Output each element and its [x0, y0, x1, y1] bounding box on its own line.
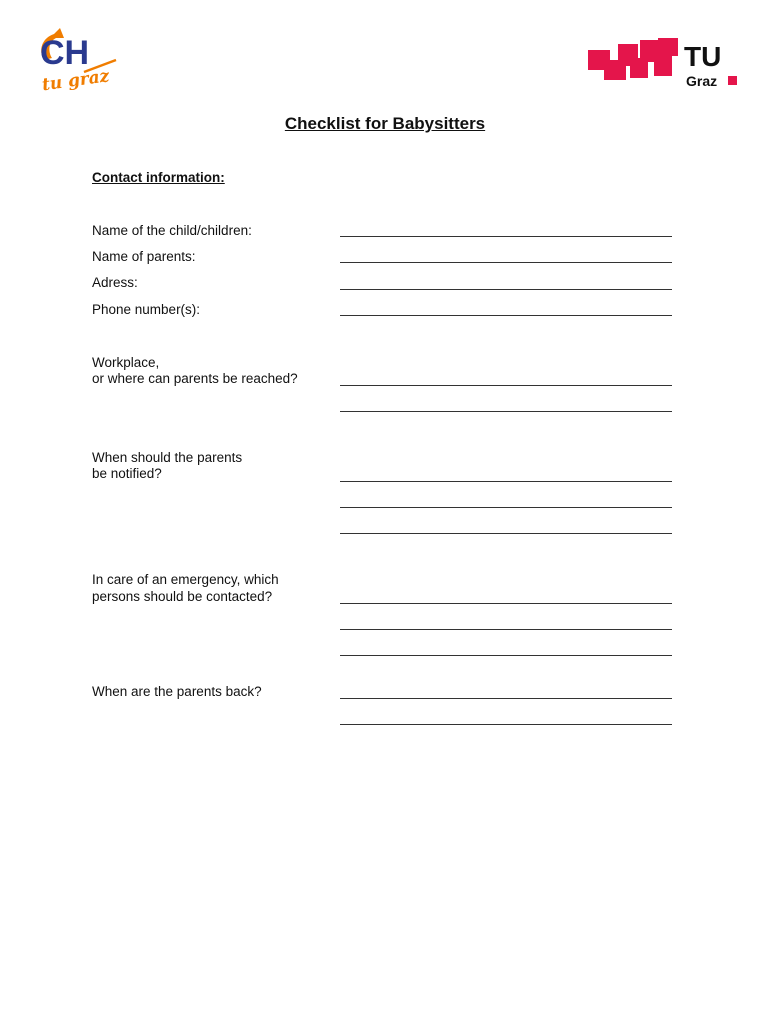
input-line-child-name[interactable] [340, 236, 672, 237]
ch-tu-graz-logo [34, 24, 122, 100]
label-notify-line1: When should the parents [92, 450, 243, 465]
label-address: Adress: [92, 275, 138, 290]
input-line-parents-name[interactable] [340, 262, 672, 263]
input-line-workplace-2[interactable] [340, 411, 672, 412]
input-line-notify-2[interactable] [340, 507, 672, 508]
tu-graz-squares [588, 38, 678, 80]
input-line-notify-3[interactable] [340, 533, 672, 534]
input-line-parents-back-1[interactable] [340, 698, 672, 699]
logo-tugraz-text: tu graz [40, 66, 111, 96]
label-child-name: Name of the child/children: [92, 223, 252, 238]
logo-tu-text: TU [684, 41, 722, 72]
label-workplace-line2: or where can parents be reached? [92, 371, 298, 386]
label-emergency-line2: persons should be contacted? [92, 589, 273, 604]
label-phone: Phone number(s): [92, 302, 201, 317]
section-heading-contact: Contact information: [92, 170, 225, 185]
input-line-emergency-2[interactable] [340, 629, 672, 630]
logo-graz-text: Graz [686, 73, 718, 89]
label-parents-back: When are the parents back? [92, 684, 262, 699]
label-parents-name: Name of parents: [92, 249, 196, 264]
input-line-address[interactable] [340, 289, 672, 290]
label-notify-line2: be notified? [92, 466, 162, 481]
input-line-phone[interactable] [340, 315, 672, 316]
page-title: Checklist for Babysitters [284, 114, 486, 133]
input-line-notify-1[interactable] [340, 481, 672, 482]
tu-graz-logo [588, 38, 738, 90]
label-workplace-line1: Workplace, [92, 355, 160, 370]
label-emergency-line1: In care of an emergency, which [92, 572, 279, 587]
input-line-emergency-3[interactable] [340, 655, 672, 656]
logo-red-dot [728, 76, 737, 85]
logo-ch-text: CH [40, 34, 90, 72]
input-line-parents-back-2[interactable] [340, 724, 672, 725]
input-line-emergency-1[interactable] [340, 603, 672, 604]
input-line-workplace-1[interactable] [340, 385, 672, 386]
